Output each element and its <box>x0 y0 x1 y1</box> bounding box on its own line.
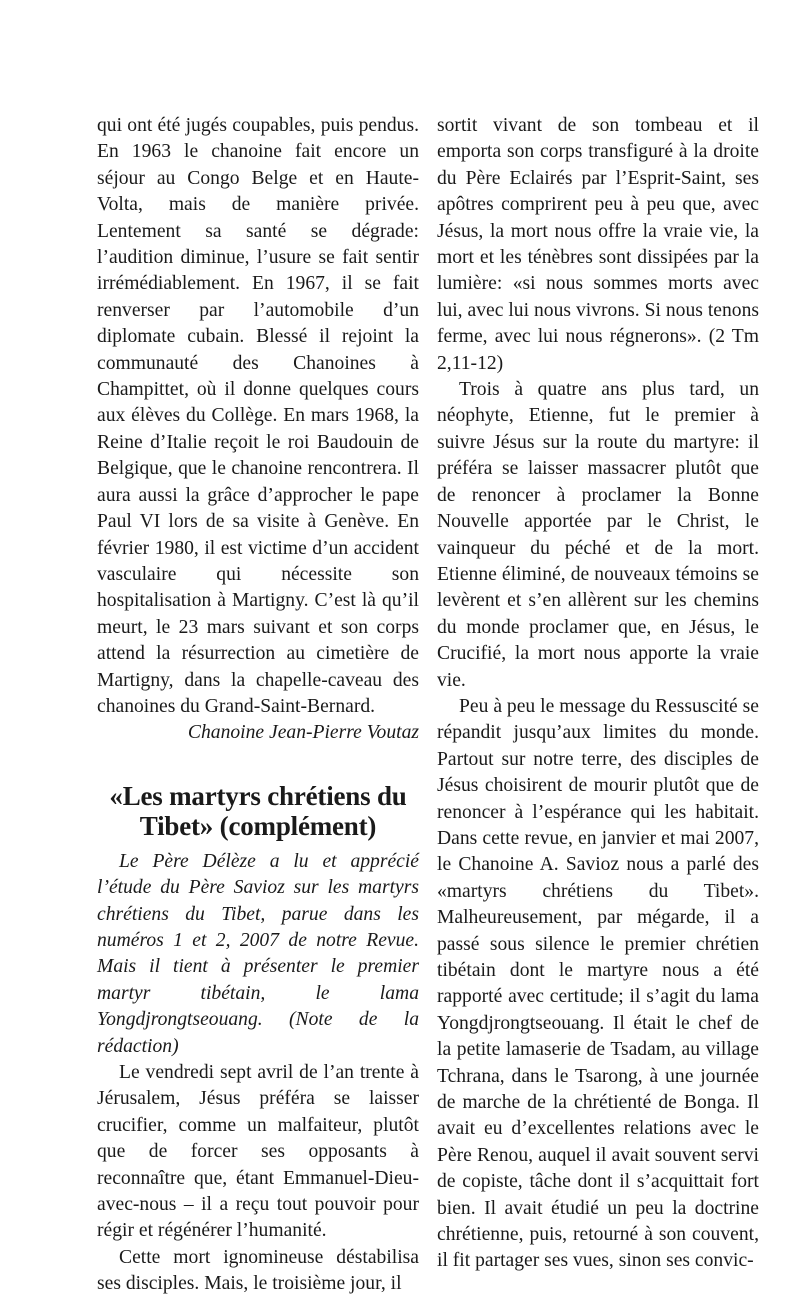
left-column <box>97 113 419 1298</box>
paragraph-lama: Peu à peu le message du Ressuscité se répandit jusqu’aux limites du monde. Partout sur notre terre, des disciples de Jésus choisirent de mourir plutôt que de renoncer à l’espérance qui les habitait. Dans cette revue, en janvier et mai 2007, le Chanoine A. Savioz nous a parlé des «martyrs chrétiens du Tibet». Malheureusement, par mégarde, il a passé sous silence le premier chrétien tibétain dont le martyre nous a été rapporté avec certitude; il s’agit du lama Yongdjrongtseouang. Il était le chef de la petite lamaserie de Tsadam, au village Tchrana, dans le Tsarong, à une journée de marche de la chrétienté de Bonga. Il avait eu d’excellentes relations avec le Père Renou, auquel il avait souvent servi de copiste, tâche dont il s’acquittait fort bien. Il avait étudié un peu la doctrine chrétienne, puis, retourné à son couvent, il fit partager ses vues, sinon ses convic- <box>437 695 759 1272</box>
paragraph-disciples: Cette mort ignomineuse déstabilisa ses disciples. Mais, le troisième jour, il <box>97 1246 419 1295</box>
paragraph-biography-end: qui ont été jugés coupables, puis pendus. En 1963 le chanoine fait encore un séjour au Congo Belge et en Haute-Volta, mais de manière privée. Lentement sa santé se dégrade: l’audition diminue, l’usure se fait sentir irrémédiablement. En 1967, il se fait renverser par l’automobile d’un diplomate cubain. Blessé il rejoint la communauté des Chanoines à Champittet, où il donne quelques cours aux élèves du Collège. En mars 1968, la Reine d’Italie reçoit le roi Baudouin de Belgique, que le chanoine rencontrera. Il aura aussi la grâce d’approcher le pape Paul VI lors de sa visite à Genève. En février 1980, il est victime d’un accident vasculaire qui nécessite son hospitalisation à Martigny. C’est là qu’il meurt, le 23 mars suivant et son corps attend la résurrection au cimetière de Martigny, dans la chapelle-caveau des chanoines du Grand-Saint-Bernard. <box>97 115 419 717</box>
paragraph-good-friday: Le vendredi sept avril de l’an trente à Jérusalem, Jésus préféra se laisser crucifier, comme un malfaiteur, plutôt que de forcer ses opposants à reconnaître que, étant Emmanuel-Dieu-avec-nous – il a reçu tout pouvoir pour régir et régénérer l’humanité. <box>97 1062 419 1242</box>
editorial-note: Le Père Délèze a lu et apprécié l’étude du Père Savioz sur les martyrs chrétiens du Tibet, parue dans les numéros 1 et 2, 2007 de notre Revue. Mais il tient à présenter le premier martyr tibétain, le lama Yongdjrongtseouang. (Note de la rédaction) <box>97 850 419 1057</box>
right-column <box>437 113 759 1275</box>
heading-line-2: Tibet» (complément) <box>139 810 377 841</box>
heading-line-1: «Les martyrs chrétiens du <box>109 780 407 811</box>
paragraph-etienne: Trois à quatre ans plus tard, un néophyte, Etienne, fut le premier à suivre Jésus sur la route du martyre: il préféra se laisser massacrer plutôt que de renoncer à proclamer la Bonne Nouvelle apportée par le Christ, le vainqueur du péché et de la mort. Etienne éliminé, de nouveaux témoins se levèrent et s’en allèrent sur les chemins du monde proclamer que, en Jésus, le Crucifié, la mort nous apporte la vraie vie. <box>437 379 759 691</box>
article-heading <box>97 781 419 841</box>
paragraph-resurrection: sortit vivant de son tombeau et il emporta son corps transfiguré à la droite du Père Eclairés par l’Esprit-Saint, ses apôtres comprirent peu à peu que, avec Jésus, la mort nous offre la vraie vie, la mort et les ténèbres sont dissipées par la lumière: «si nous sommes morts avec lui, avec lui nous vivrons. Si nous tenons ferme, avec lui nous régnerons». (2 Tm 2,11-12) <box>437 115 759 374</box>
author-signature: Chanoine Jean-Pierre Voutaz <box>187 722 419 744</box>
